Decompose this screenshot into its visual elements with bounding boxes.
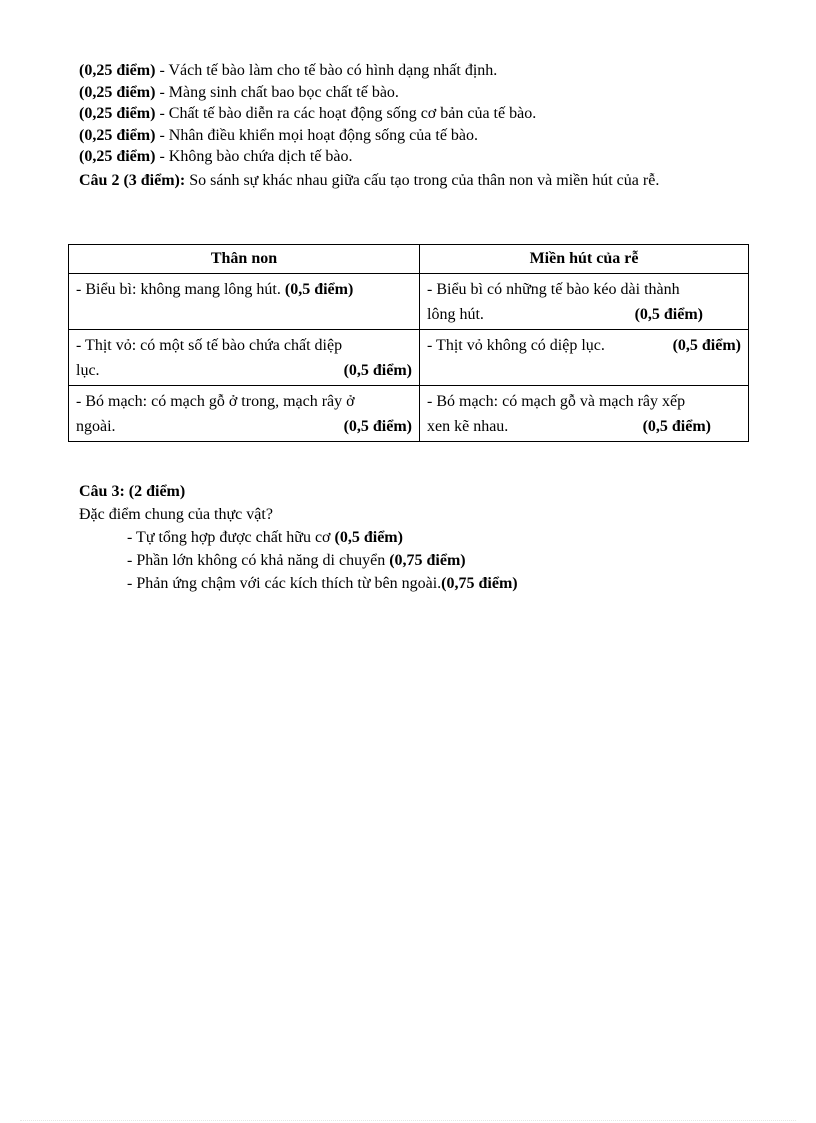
comparison-table [68, 244, 749, 442]
cell-score: (0,5 điểm) [343, 418, 412, 435]
table-cell [69, 386, 420, 442]
answer-line [79, 60, 759, 82]
cell-text: - Bó mạch: có mạch gỗ ở trong, mạch rây ở [76, 393, 355, 410]
item-score: (0,75 điểm) [441, 575, 518, 592]
table-row [69, 386, 749, 442]
cell-text: - Biểu bì có những tế bào kéo dài thành [427, 281, 680, 298]
cell-score: (0,5 điểm) [343, 362, 412, 379]
table-header-row [69, 245, 749, 274]
item-score: (0,5 điểm) [334, 529, 403, 546]
cell-text: lông hút. [427, 306, 484, 323]
question-3 [79, 480, 759, 595]
score-label: (0,25 điểm) [79, 83, 156, 101]
list-item [79, 572, 759, 595]
list-item [79, 549, 759, 572]
answer-line [79, 125, 759, 147]
cell-score: (0,5 điểm) [634, 306, 703, 323]
list-item [79, 526, 759, 549]
answer-line [79, 146, 759, 168]
score-label: (0,25 điểm) [79, 126, 156, 144]
table-cell [420, 330, 749, 386]
answer-line [79, 103, 759, 125]
score-label: (0,25 điểm) [79, 148, 156, 165]
table-cell [69, 274, 420, 330]
question-2-text: So sánh sự khác nhau giữa cấu tạo trong của thân non và miền hút của rễ. [185, 172, 660, 189]
answer-text: - Nhân điều khiển mọi hoạt động sống của tế bào. [155, 126, 479, 144]
cell-text: - Biểu bì: không mang lông hút. [76, 281, 285, 298]
table-cell [420, 386, 749, 442]
table-cell [420, 274, 749, 330]
answer-text: - Chất tế bào diễn ra các hoạt động sống cơ bản của tế bào. [155, 105, 537, 122]
item-text: - Phản ứng chậm với các kích thích từ bên ngoài. [127, 575, 442, 592]
cell-text: lục. [76, 362, 100, 379]
header-than-non: Thân non [69, 245, 420, 274]
question-2-label: Câu 2 (3 điểm): [79, 172, 186, 189]
cell-score: (0,5 điểm) [642, 418, 711, 435]
cell-text: - Thịt vỏ không có diệp lục. [427, 337, 605, 354]
table-row [69, 274, 749, 330]
cell-score: (0,5 điểm) [672, 337, 741, 354]
question-3-label: Câu 3: (2 điểm) [79, 483, 186, 500]
answer-text: - Màng sinh chất bao bọc chất tế bào. [155, 83, 399, 101]
table-cell [69, 330, 420, 386]
item-score: (0,75 điểm) [389, 552, 466, 569]
cell-text: ngoài. [76, 418, 116, 435]
item-text: - Tự tổng hợp được chất hữu cơ [127, 529, 335, 546]
answer-text: - Vách tế bào làm cho tế bào có hình dạng nhất định. [155, 62, 498, 79]
cell-text: xen kẽ nhau. [427, 418, 509, 435]
header-mien-hut: Miền hút của rễ [420, 245, 749, 274]
score-label: (0,25 điểm) [79, 62, 156, 79]
item-text: - Phần lớn không có khả năng di chuyển [127, 552, 390, 569]
question-2 [79, 169, 739, 193]
score-label: (0,25 điểm) [79, 105, 156, 122]
page-bottom-divider [20, 1120, 796, 1121]
cell-text: - Thịt vỏ: có một số tế bào chứa chất diệp [76, 337, 343, 354]
answer-list [79, 60, 759, 168]
cell-text: - Bó mạch: có mạch gỗ và mạch rây xếp [427, 393, 686, 410]
table-row [69, 330, 749, 386]
answer-line [79, 82, 759, 104]
answer-text: - Không bào chứa dịch tế bào. [155, 148, 353, 165]
cell-score: (0,5 điểm) [284, 281, 354, 298]
question-3-prompt: Đặc điểm chung của thực vật? [79, 506, 273, 523]
